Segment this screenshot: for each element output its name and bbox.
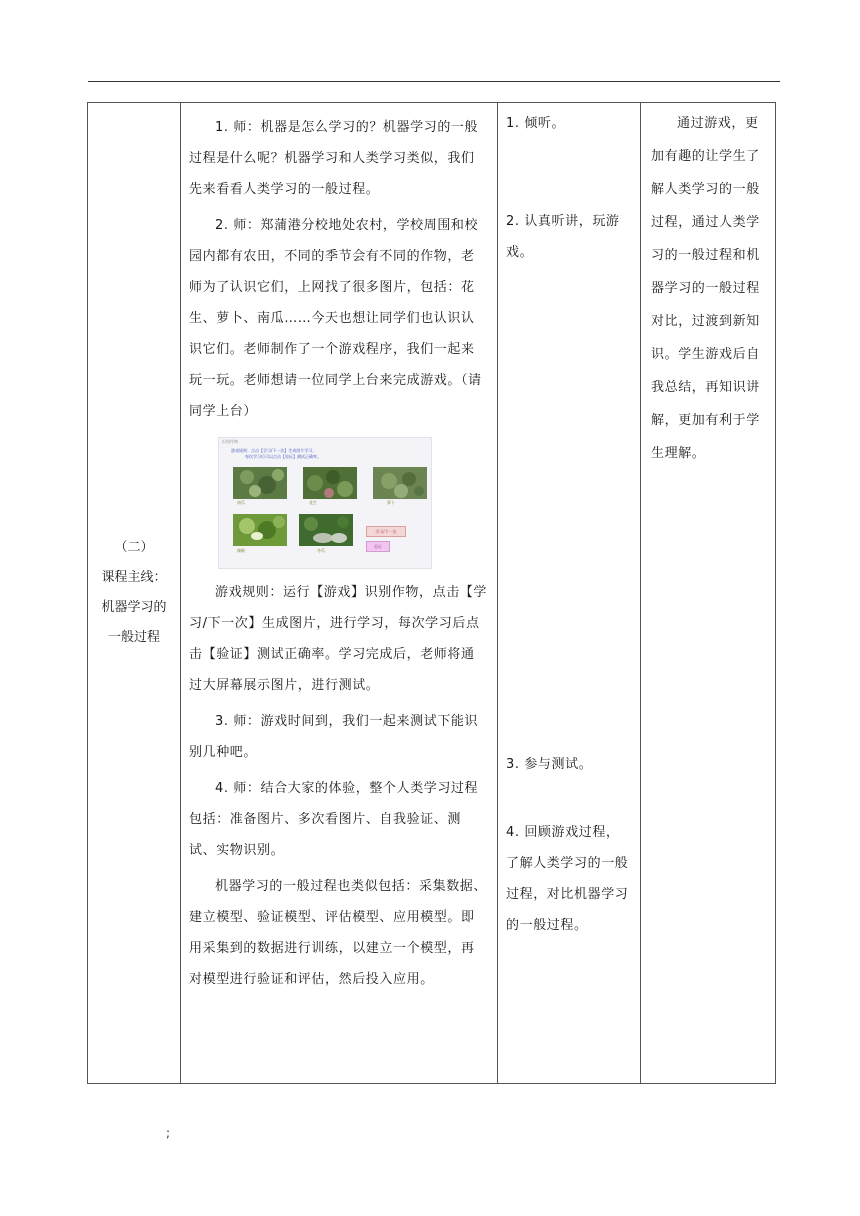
crop-image-wax-gourd: [299, 514, 353, 546]
stage-number: （二）: [114, 540, 154, 555]
teacher-activity-cell: [181, 103, 498, 1084]
crop-image-pumpkin: [233, 467, 287, 499]
crop-image-peanut: [303, 467, 357, 499]
crop-label-4: 辣椒: [237, 548, 245, 553]
design-purpose-cell: [641, 103, 776, 1084]
teacher-paragraph-1: 1. 师：机器是怎么学习的？机器学习的一般过程是什么呢？机器学习和人类学习类似，我们先来看看人类学习的一般过程。: [189, 120, 479, 197]
crop-label-3: 萝卜: [387, 500, 395, 505]
stage-title-line2: 机器学习的: [101, 600, 167, 615]
header-rule: [88, 81, 780, 82]
lesson-plan-table: [87, 102, 776, 1084]
teacher-paragraph-3: 3. 师：游戏时间到，我们一起来测试下能识别几种吧。: [189, 714, 479, 760]
teacher-paragraph-4: 4. 师：结合大家的体验，整个人类学习过程包括：准备图片、多次看图片、自我验证、测试、实物识别。: [189, 781, 479, 858]
verify-button[interactable]: 验证: [366, 541, 390, 552]
learn-next-button[interactable]: 学习/下一次: [366, 526, 406, 537]
student-activity-2: 2. 认真听讲，玩游戏。: [506, 214, 620, 260]
stage-title-line1: 课程主线：: [101, 570, 167, 585]
student-activity-cell: [498, 103, 641, 1084]
game-screenshot: [218, 437, 432, 569]
crop-label-2: 花生: [309, 500, 317, 505]
student-activity-4: 4. 回顾游戏过程，了解人类学习的一般过程，对比机器学习的一般过程。: [506, 825, 629, 933]
stage-cell: [88, 103, 181, 1084]
game-instructions: [231, 448, 411, 460]
crop-label-5: 冬瓜: [317, 548, 325, 553]
teacher-paragraph-2: 2. 师：郑蒲港分校地处农村，学校周围和校园内都有农田，不同的季节会有不同的作物，老师为了认识它们，上网找了很多图片，包括：花生、萝卜、南瓜……今天也想让同学们也认识认识它们。老师制作了一个游戏程序，我们一起来玩一玩。老师想请一位同学上台来完成游戏。（请同学上台）: [189, 218, 482, 419]
game-window-title: 识别作物: [222, 439, 238, 444]
table-row: [88, 103, 776, 1084]
crop-image-pepper: [233, 514, 287, 546]
stage-title-line3: 一般过程: [107, 630, 160, 645]
student-activity-3: 3. 参与测试。: [506, 757, 593, 772]
crop-image-radish: [373, 467, 427, 499]
crop-label-1: 南瓜: [237, 500, 245, 505]
game-rules: 游戏规则：运行【游戏】识别作物，点击【学习/下一次】生成图片，进行学习，每次学习后点击【验证】测试正确率。学习完成后，老师将通过大屏幕展示图片，进行测试。: [189, 585, 488, 693]
student-activity-1: 1. 倾听。: [506, 116, 566, 131]
game-instruction-line2: 每次学习后可以点击【验证】测试正确率。: [245, 454, 321, 459]
game-instruction-line1: 游戏规则：点击【学习/下一次】生成图片学习，: [231, 448, 317, 453]
teacher-paragraph-5: 机器学习的一般过程也类似包括：采集数据、建立模型、验证模型、评估模型、应用模型。即用采集到的数据进行训练，以建立一个模型，再对模型进行验证和评估，然后投入应用。: [189, 879, 488, 987]
design-purpose-text: 通过游戏，更加有趣的让学生了解人类学习的一般过程，通过人类学习的一般过程和机器学习的一般过程对比，过渡到新知识。学生游戏后自我总结，再知识讲解，更加有利于学生理解。: [651, 116, 760, 461]
footer-mark: ;: [166, 1126, 171, 1140]
